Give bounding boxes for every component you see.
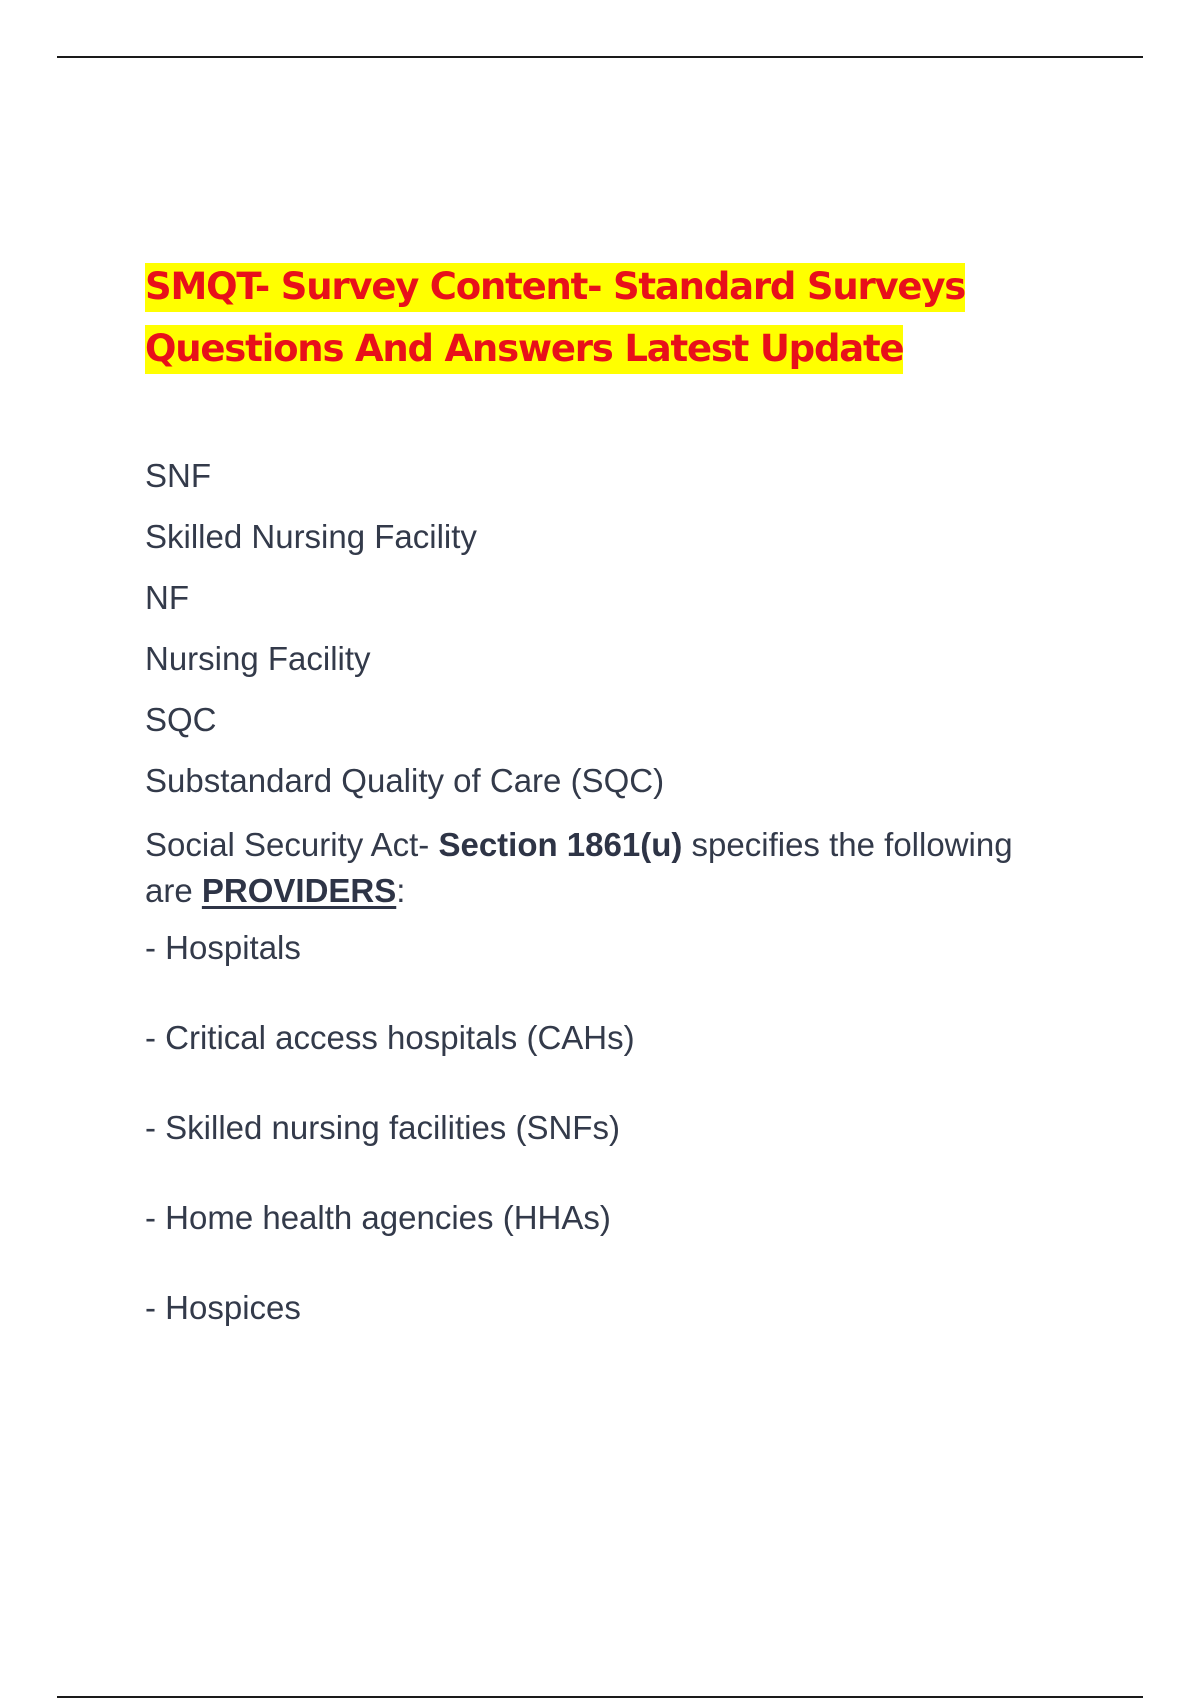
- question-text-1: Social Security Act-: [145, 826, 439, 863]
- provider-item: - Critical access hospitals (CAHs): [145, 1019, 635, 1056]
- provider-item: - Hospitals: [145, 929, 301, 966]
- page-title: [145, 256, 1045, 380]
- term-nf: NF: [145, 579, 189, 616]
- bottom-rule: [57, 1696, 1143, 1698]
- question-text-3: :: [396, 872, 406, 909]
- provider-item: - Skilled nursing facilities (SNFs): [145, 1109, 620, 1146]
- section-reference: Section 1861(u): [438, 826, 683, 863]
- definition-nf: Nursing Facility: [145, 640, 371, 677]
- definition-sqc: Substandard Quality of Care (SQC): [145, 762, 665, 799]
- title-line-2: Questions And Answers Latest Update: [145, 325, 903, 374]
- provider-item: - Hospices: [145, 1289, 301, 1326]
- document-body: [145, 456, 1045, 1378]
- question-text-2: specifies the following are: [145, 826, 1013, 909]
- providers-question: [145, 822, 1045, 914]
- provider-item: - Home health agencies (HHAs): [145, 1199, 611, 1236]
- term-snf: SNF: [145, 457, 211, 494]
- definition-snf: Skilled Nursing Facility: [145, 518, 477, 555]
- title-line-1: SMQT- Survey Content- Standard Surveys: [145, 263, 965, 312]
- term-sqc: SQC: [145, 701, 217, 738]
- providers-keyword: PROVIDERS: [201, 872, 397, 909]
- top-rule: [57, 56, 1143, 58]
